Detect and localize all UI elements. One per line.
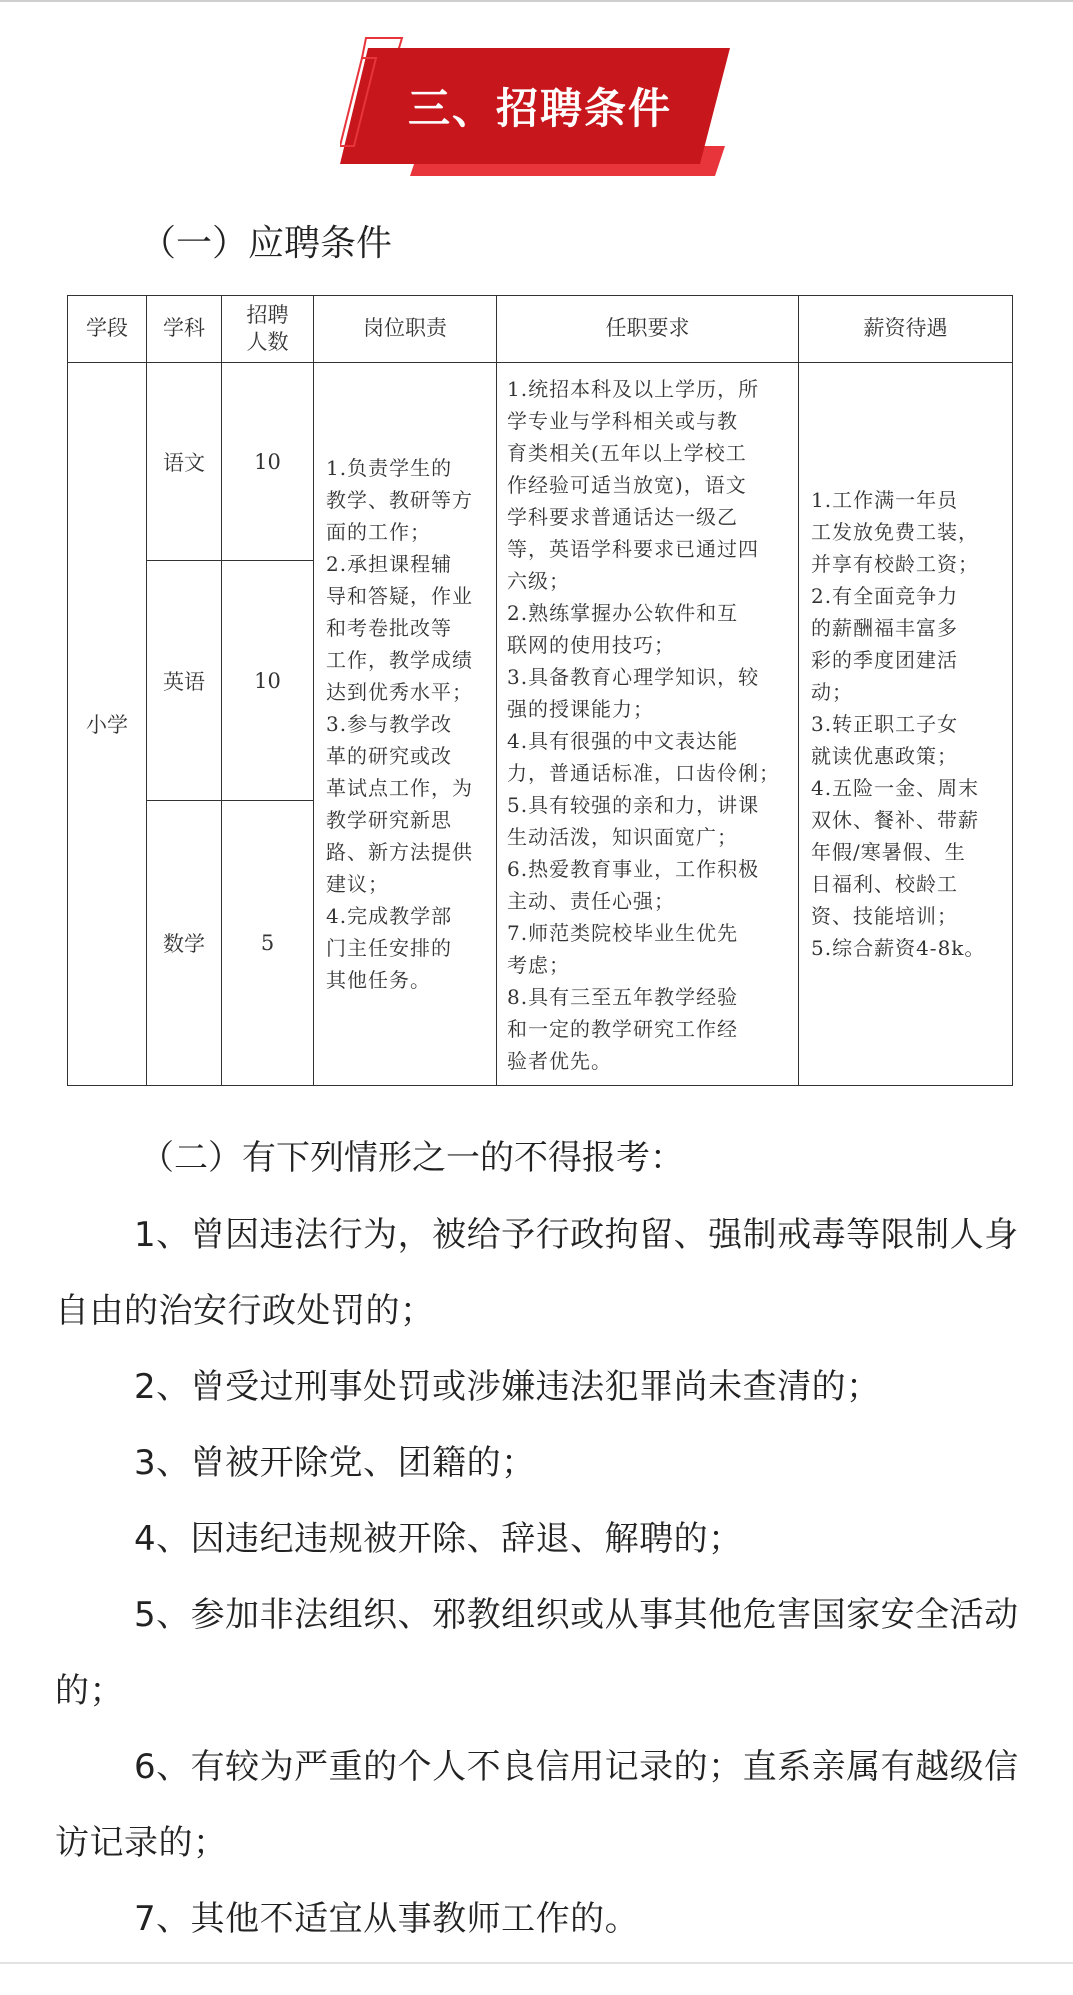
duty-line: 面的工作； — [326, 520, 431, 544]
cell-benefits — [799, 363, 1013, 1086]
duty-line: 教学、教研等方 — [326, 488, 473, 512]
header-count — [222, 296, 314, 363]
duty-line: 路、新方法提供 — [326, 840, 473, 864]
duty-line: 革试点工作，为 — [326, 776, 473, 800]
requirement-line: 主动、责任心强； — [507, 889, 675, 913]
benefit-line: 的薪酬福丰富多 — [811, 616, 958, 640]
requirement-line: 和一定的教学研究工作经 — [507, 1017, 738, 1041]
benefit-line: 彩的季度团建活 — [811, 648, 958, 672]
requirement-line: 6.热爱教育事业，工作积极 — [507, 857, 760, 881]
banner-title: 三、招聘条件 — [407, 84, 672, 133]
duty-line: 革的研究或改 — [326, 744, 452, 768]
benefit-line: 并享有校龄工资； — [811, 552, 979, 576]
requirement-line: 考虑； — [507, 953, 570, 977]
section-heading-exclusions: （二）有下列情形之一的不得报考： — [140, 1138, 684, 1178]
requirement-line: 2.熟练掌握办公软件和互 — [507, 601, 739, 625]
exclusion-item: 6、有较为严重的个人不良信用记录的；直系亲属有越级信访记录的； — [55, 1747, 1019, 1863]
duty-line: 门主任安排的 — [326, 936, 452, 960]
benefit-line: 就读优惠政策； — [811, 744, 958, 768]
requirement-line: 4.具有很强的中文表达能 — [507, 729, 739, 753]
requirement-line: 5.具有较强的亲和力，讲课 — [507, 793, 760, 817]
exclusion-item: 7、其他不适宜从事教师工作的。 — [134, 1899, 640, 1939]
cell-subject: 数学 — [147, 801, 222, 1086]
requirement-line: 联网的使用技巧； — [507, 633, 675, 657]
duty-line: 导和答疑，作业 — [326, 584, 473, 608]
requirement-line: 强的授课能力； — [507, 697, 654, 721]
duty-line: 其他任务。 — [326, 968, 431, 992]
requirement-line: 作经验可适当放宽)，语文 — [507, 473, 747, 497]
benefit-line: 年假/寒暑假、生 — [811, 840, 966, 864]
duties-list — [314, 452, 496, 996]
cell-count: 10 — [222, 561, 314, 801]
exclusion-item: 1、曾因违法行为，被给予行政拘留、强制戒毒等限制人身自由的治安行政处罚的； — [55, 1215, 1019, 1331]
requirement-line: 生动活泼，知识面宽广； — [507, 825, 738, 849]
duty-line: 教学研究新思 — [326, 808, 452, 832]
requirement-line: 7.师范类院校毕业生优先 — [507, 921, 739, 945]
benefit-line: 资、技能培训； — [811, 904, 958, 928]
header-duties: 岗位职责 — [314, 296, 497, 363]
header-stage: 学段 — [68, 296, 147, 363]
requirement-line: 3.具备教育心理学知识，较 — [507, 665, 760, 689]
benefit-line: 双休、餐补、带薪 — [811, 808, 979, 832]
requirements-list — [497, 371, 798, 1077]
requirement-line: 学专业与学科相关或与教 — [507, 409, 738, 433]
duty-line: 2.承担课程辅 — [326, 552, 453, 576]
benefits-list — [799, 484, 1012, 964]
table-header-row — [68, 296, 1013, 363]
duty-line: 达到优秀水平； — [326, 680, 473, 704]
header-count-line-1: 招聘 — [246, 302, 289, 327]
section-banner — [340, 36, 740, 181]
duty-line: 1.负责学生的 — [326, 456, 453, 480]
requirement-line: 学科要求普通话达一级乙 — [507, 505, 738, 529]
requirement-line: 等，英语学科要求已通过四 — [507, 537, 759, 561]
benefit-line: 3.转正职工子女 — [811, 712, 959, 736]
duty-line: 建议； — [326, 872, 389, 896]
benefit-line: 工发放免费工装， — [811, 520, 979, 544]
benefit-line: 1.工作满一年员 — [811, 488, 959, 512]
header-subject: 学科 — [147, 296, 222, 363]
recruitment-table — [67, 295, 1013, 1086]
bottom-divider — [0, 1962, 1073, 1964]
section-heading-conditions: （一）应聘条件 — [140, 223, 393, 264]
cell-requirements — [497, 363, 799, 1086]
duty-line: 工作，教学成绩 — [326, 648, 473, 672]
exclusion-item: 2、曾受过刑事处罚或涉嫌违法犯罪尚未查清的； — [134, 1367, 881, 1407]
benefit-line: 动； — [811, 680, 853, 704]
duty-line: 4.完成教学部 — [326, 904, 453, 928]
benefit-line: 2.有全面竞争力 — [811, 584, 959, 608]
header-benefits: 薪资待遇 — [799, 296, 1013, 363]
duty-line: 3.参与教学改 — [326, 712, 453, 736]
cell-stage: 小学 — [68, 363, 147, 1086]
duty-line: 和考卷批改等 — [326, 616, 452, 640]
requirement-line: 验者优先。 — [507, 1049, 612, 1073]
exclusion-item: 4、因违纪违规被开除、辞退、解聘的； — [134, 1519, 743, 1559]
cell-count: 10 — [222, 363, 314, 561]
top-divider — [0, 0, 1073, 2]
benefit-line: 日福利、校龄工 — [811, 872, 958, 896]
requirement-line: 8.具有三至五年教学经验 — [507, 985, 739, 1009]
requirement-line: 1.统招本科及以上学历，所 — [507, 377, 760, 401]
cell-subject: 语文 — [147, 363, 222, 561]
cell-count: 5 — [222, 801, 314, 1086]
exclusion-item: 3、曾被开除党、团籍的； — [134, 1443, 536, 1483]
benefit-line: 4.五险一金、周末 — [811, 776, 980, 800]
requirement-line: 力，普通话标准，口齿伶俐； — [507, 761, 780, 785]
cell-subject: 英语 — [147, 561, 222, 801]
table-row — [68, 363, 1013, 561]
header-requirements: 任职要求 — [497, 296, 799, 363]
requirement-line: 育类相关(五年以上学校工 — [507, 441, 747, 465]
exclusion-item: 5、参加非法组织、邪教组织或从事其他危害国家安全活动的； — [55, 1595, 1019, 1711]
cell-duties — [314, 363, 497, 1086]
header-count-line-2: 人数 — [246, 330, 289, 354]
benefit-line: 5.综合薪资4-8k。 — [811, 936, 986, 960]
requirement-line: 六级； — [507, 569, 570, 593]
